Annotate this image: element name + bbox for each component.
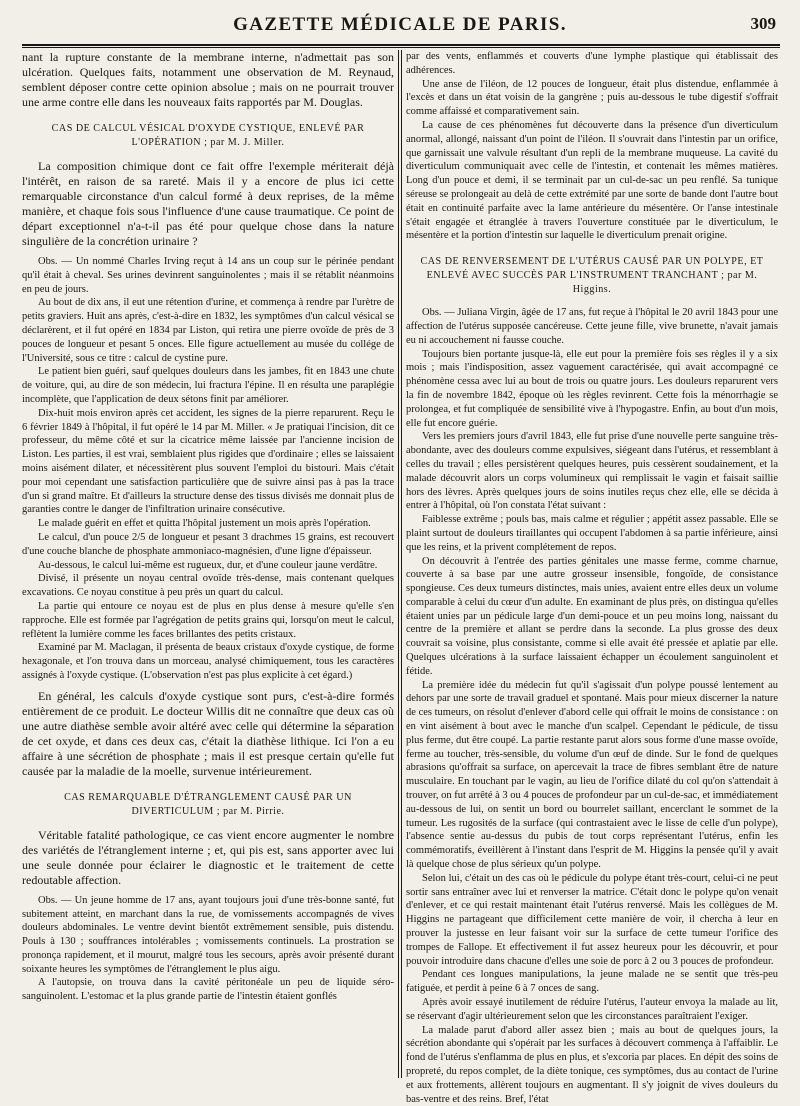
paragraph: Obs. — Un jeune homme de 17 ans, ayant toujours joui d'une très-bonne santé, fut subitement atteint, en marchant dans la rue, de vomissements accompagnés de vives douleurs abdominales. Le ventre devint bientôt extrêmement sensible, puis distendu. Pouls à 130 ; souffrances intolérables ; vomissements continuels. La prostration se prononça rapidement, et il mourut, malgré tous les secours, après avoir présenté durant soixante heures les symptômes de l'étranglement le plus aigu.: [22, 894, 394, 975]
paragraph: Au-dessous, le calcul lui-même est rugueux, dur, et d'une couleur jaune verdâtre.: [38, 559, 378, 571]
paragraph: Au bout de dix ans, il eut une rétention d'urine, et commença à rendre par l'urètre de petits graviers. Huit ans après, c'est-à-dire en 1832, les symptômes d'un calcul vésical se déclarèrent, et il fut opéré en 1834 par Liston, qui retira une pierre ovoïde de près de 3 pouces de longueur et pesant 5 onces. Elle figure actuellement au musée du collége de l'Université, sous ce titre : calcul de cystine pure.: [22, 297, 394, 364]
page-number: 309: [750, 14, 776, 33]
header-rule: [22, 44, 780, 46]
paragraph: Pendant ces longues manipulations, la jeune malade ne se sentit que très-peu fatiguée, et perdit à peine 6 à 7 onces de sang.: [406, 969, 778, 995]
journal-title: GAZETTE MÉDICALE DE PARIS.: [233, 14, 567, 35]
left-column: [22, 50, 394, 1080]
paragraph: En général, les calculs d'oxyde cystique sont purs, c'est-à-dire formés entièrement de ce produit. Le docteur Willis dit ne connaître que deux cas où une autre diathèse semble avoir altéré avec celle qui détermine la séparation de cet oxyde, et dans ces deux cas, c'était la diathèse lithique. Ici l'on a eu affaire à une sécrétion de phosphate ; mais il est presque certain qu'elle fut causée par la maladie de la moelle, survenue intérieurement.: [22, 688, 394, 778]
paragraph: Faiblesse extrême ; pouls bas, mais calme et régulier ; appétit assez passable. Elle se plaint surtout de douleurs tiraillantes qui occupent l'abdomen à sa partie inférieure, ainsi que les reins, et la privent complétement de repos.: [406, 514, 778, 553]
paragraph: Divisé, il présente un noyau central ovoïde très-dense, mais contenant quelques excavations. Ce noyau constitue à peu près un quart du calcul.: [22, 573, 394, 599]
section-heading: CAS REMARQUABLE D'ÉTRANGLEMENT CAUSÉ PAR UN DIVERTICULUM ; par M. Pirrie.: [64, 791, 352, 817]
paragraph: La composition chimique dont ce fait offre l'exemple mériterait déjà l'intérêt, en raison de sa rareté. Mais il y a encore de plus ici cette remarquable circonstance d'un calcul formé à deux reprises, de la même manière, et chaque fois sous l'influence d'une cause traumatique. Ce point de départ exceptionnel n'a-t-il pas été pour quelque chose dans la nature singulière de la concrétion urinaire ?: [22, 159, 394, 248]
paragraph: Le patient bien guéri, sauf quelques douleurs dans les jambes, fit en 1843 une chute de voiture, qui, au dire de son médecin, lui fractura l'épine. Il en résulta une paraplégie incomplète, que l'application de deux sétons finit par améliorer.: [22, 366, 394, 405]
right-column: [406, 50, 778, 1105]
paragraph: La première idée du médecin fut qu'il s'agissait d'un polype poussé lentement au dehors par une sorte de travail graduel et spontané. Mais pour mieux discerner la nature de ces tumeurs, on résolut d'enlever d'abord celle qui offrait le moins de consistance : on en vint aisément à bout avec le manche d'un scalpel. Cependant le pédicule, de tissu plus ferme, dut être coupé. La partie restante parut alors sous forme d'une masse ovoïde, ferme au toucher, très-sensible, du volume d'un œuf de dinde. Sur le fond de quelques abrasions qu'offrait sa surface, on apercevait la trace de fibres semblant être de nature musculaire. En touchant par le vagin, au lieu de l'orifice dilaté du col qu'on s'attendait à trouver, on fut arrêté à 3 ou 4 pouces de profondeur par un cul-de-sac, et immédiatement au-dessous de lui, on sentit un bord ou bourrelet saillant, encerclant le sommet de la tumeur. Les rugosités de la surface (qui contrastaient avec le lisse de celle d'un polype), l'absence sentie au-dessus du pubis de tout corps représentant l'utérus, enfin les commémoratifs, éveillèrent à l'instant dans l'esprit de M. Higgins la pensée qu'il y avait là quelque chose de plus sérieux qu'un polype.: [406, 679, 778, 871]
column-divider-second: [401, 50, 402, 1078]
paragraph: Après avoir essayé inutilement de réduire l'utérus, l'auteur envoya la malade au lit, se réservant d'agir ultérieurement selon que les circonstances paraîtraient l'exiger.: [406, 997, 778, 1022]
paragraph: Obs. — Juliana Virgin, âgée de 17 ans, fut reçue à l'hôpital le 20 avril 1843 pour une affection de l'utérus supposée cancéreuse. Cette jeune fille, vive brunette, n'avait jamais eu ni accouchement ni fausse couche.: [406, 307, 778, 346]
paragraph: Obs. — Un nommé Charles Irving reçut à 14 ans un coup sur le périnée pendant qu'il était à cheval. Ses urines devinrent sanguinolentes ; mais il se rétablit néanmoins en peu de jours.: [22, 256, 394, 295]
column-divider: [398, 50, 399, 1078]
paragraph: La partie qui entoure ce noyau est de plus en plus dense à mesure qu'elle s'en rapproche. Elle est formée par l'agrégation de petits grains qui, lorsqu'on meut le calcul, reflètent la lumière comme les faces brillantes des petits cristaux.: [22, 600, 394, 640]
section-heading: CAS DE CALCUL VÉSICAL D'OXYDE CYSTIQUE, ENLEVÉ PAR L'OPÉRATION ; par M. J. Miller.: [51, 123, 365, 148]
paragraph: On découvrit à l'entrée des parties génitales une masse ferme, comme charnue, couverte à sa base par une autre grosseur insensible, fongoïde, de consistance spongieuse. Ces deux tumeurs distinctes, mais unies, avaient entre elles deux un volume comparable à celui du cœur d'un adulte. En examinant de plus près, on distingua qu'elles étaient unies par un pédicule large d'un demi-pouce et un peu moins long, naissant du centre de la première et allant se perdre dans la seconde. La plus grosse des deux couvrait sa voisine, plus consistante, comme si elle avait été pressée et aplatie par elle. Quelques ulcérations à la surface laissaient échapper un écoulement sanguinolent et fétide.: [406, 555, 778, 677]
paragraph: Toujours bien portante jusque-là, elle eut pour la première fois ses règles il y a six mois ; mais l'indisposition, assez vaguement caractérisée, qui avait accompagné ce phénomène cessa avec lui au bout de trois ou quatre jours. Les douleurs reparurent vers la fin de novembre 1842, époque où les règles revinrent. Cette fois la ménorrhagie se prolongea, et fut compliquée de sensibilité vive à l'hypogastre. Enfin, au bout d'un mois, elle fut encore guérie.: [406, 348, 778, 429]
paragraph: Selon lui, c'était un des cas où le pédicule du polype étant très-court, celui-ci ne peut sortir sans entraîner avec lui et renverser la matrice. C'était donc le polype qu'on venait d'enlever, et ce qui restait maintenant était l'utérus renversé. Mais les collègues de M. Higgins ne partageant que difficilement cette manière de voir, il chercha à leur en prouver la justesse en leur faisant voir sur la surface de cette tumeur l'orifice des trompes de Fallope. Et effectivement il fut assez heureux pour les découvrir, et pour pouvoir introduire dans chacune d'elles une soie de porc à 2 ou 3 pouces de profondeur.: [406, 872, 778, 967]
paragraph: A l'autopsie, on trouva dans la cavité péritonéale un peu de liquide séro-sanguinolent. L'estomac et la plus grande partie de l'intestin étaient gonflés: [22, 977, 394, 1003]
paragraph: Le malade guérit en effet et quitta l'hôpital justement un mois après l'opération.: [38, 518, 371, 530]
header-rule-thin: [22, 47, 780, 48]
paragraph: Le calcul, d'un pouce 2/5 de longueur et pesant 3 drachmes 15 grains, est recouvert d'une couche blanche de phosphate ammoniaco-magnésien, d'une ligne d'épaisseur.: [22, 531, 394, 557]
paragraph: par des vents, enflammés et couverts d'une lymphe plastique qui établissait des adhérences.: [406, 51, 778, 76]
paragraph: La cause de ces phénomènes fut découverte dans la présence d'un diverticulum anormal, allongé, naissant d'un point de l'iléon. Il s'ouvrait dans l'intestin par un orifice, que garnissait une valvule résultant d'un repli de la membrane muqueuse. La cavité du diverticulum communiquait avec celle de l'intestin, et contenait les mêmes matières. Long d'un pouce et demi, il se terminait par un cul-de-sac un peu renflé. Sa tunique séreuse se prolongeait au delà de cette extrémité par une sorte de bande dont l'autre bout était en continuité parfaite avec la lame antérieure du mésentère. Or l'anse intestinale s'était engagée et étranglée à travers l'ouverture constituée par le diverticulum, le mésentère et la portion d'intestin sur laquelle le diverticulum prenait origine.: [406, 119, 778, 242]
section-heading: CAS DE RENVERSEMENT DE L'UTÉRUS CAUSÉ PAR UN POLYPE, ET ENLEVÉ AVEC SUCCÈS PAR L'INSTRUMENT TRANCHANT ; par M. Higgins.: [420, 256, 764, 296]
paragraph: Examiné par M. Maclagan, il présenta de beaux cristaux d'oxyde cystique, de forme hexagonale, et l'on trouva dans un morceau, analysé chimiquement, tous les caractères assignés à l'oxyde cystique. (L'observation n'est pas plus explicite à cet égard.): [22, 642, 394, 681]
page-header: [24, 14, 776, 42]
paragraph: La malade parut d'abord aller assez bien ; mais au bout de quelques jours, la sécrétion abondante qui s'opérait par les surfaces à découvert commença à l'affaiblir. Le fond de l'utérus s'enflamma de plus en plus, et s'excoria par places. En dépit des soins de propreté, du repos complet, de la diète tonique, ces symptômes, dus au contact de l'urine et aux frottements, allèrent toujours en augmentant. Il s'y joignit de vives douleurs du bas-ventre et des reins. Bref, l'état: [406, 1024, 778, 1105]
paragraph: Véritable fatalité pathologique, ce cas vient encore augmenter le nombre des variétés de l'étranglement interne ; et, qui pis est, sans apporter avec lui une seule donnée pour éclairer le diagnostic et le traitement de cette redoutable affection.: [22, 827, 394, 887]
paragraph: nant la rupture constante de la membrane interne, n'admettait pas son ulcération. Quelques faits, notamment une observation de M. Reynaud, semblent déposer contre cette opinion absolue ; mais on ne pourrait trouver une arme contre elle dans les nouveaux faits rapportés par M. Douglas.: [22, 50, 394, 109]
paragraph: Vers les premiers jours d'avril 1843, elle fut prise d'une nouvelle perte sanguine très-abondante, avec des douleurs comme expulsives, siégeant dans l'utérus, et ressemblant à celles du travail ; elles persistèrent quelques heures, puis cessèrent soudainement, et la malade découvrit alors un corps volumineux qui remplissait le vagin et faisait saillie hors des lèvres. Après quelques jours de soins inutiles reçus chez elle, elle se décida à entrer à l'hôpital, où l'on constata l'état suivant :: [406, 431, 778, 512]
paragraph: Une anse de l'iléon, de 12 pouces de longueur, était plus distendue, enflammée à l'excès et dans un état voisin de la gangrène ; puis au-dessous le tube digestif s'offrait comme affaissé et comparativement sain.: [406, 78, 778, 118]
paragraph: Dix-huit mois environ après cet accident, les signes de la pierre reparurent. Reçu le 6 février 1849 à l'hôpital, il fut opéré le 14 par M. Miller. « Je pratiquai l'incision, dit ce professeur, du même côté et sur la cicatrice même laissée par l'ancienne incision de Liston. Les parties, il est vrai, semblaient plus rigides que d'ordinaire ; elles se laissaient moins aisément dilater, et nécessitèrent plus souvent l'emploi du bistouri. Mais c'était pour moi cependant une satisfaction particulière que de suivre ainsi pas à pas la trace d'un si grand maître. Et d'ailleurs la structure dense des tissus divisés me donnait plus de garanties contre le danger de l'infiltration urinaire consécutive.: [22, 407, 394, 516]
